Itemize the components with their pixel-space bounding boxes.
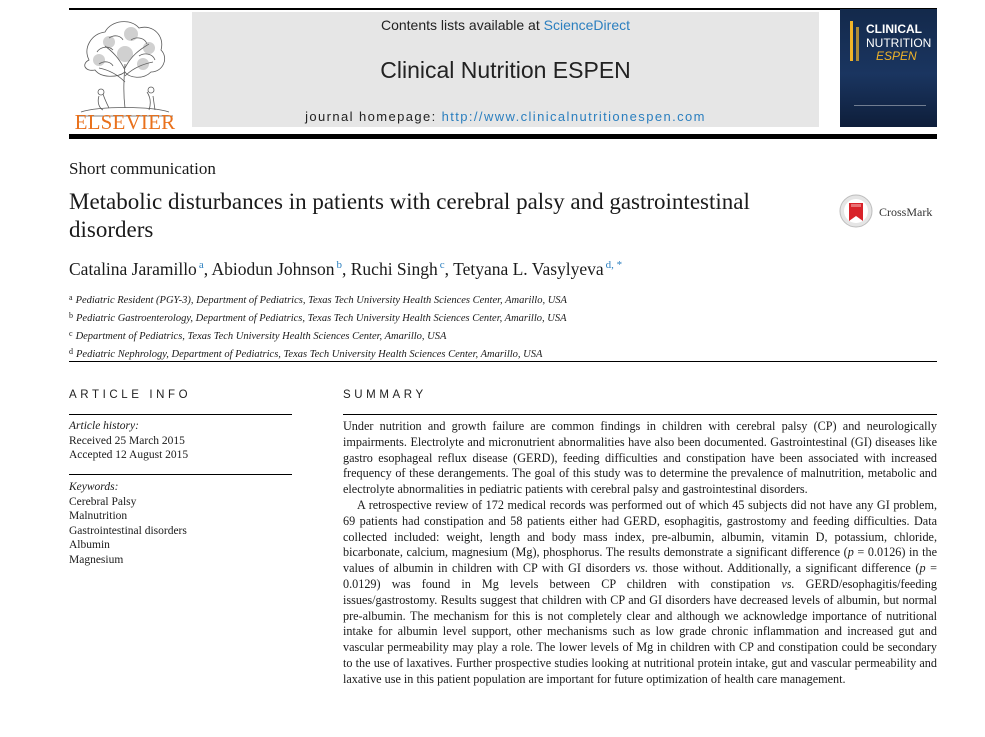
header-top-rule (69, 8, 937, 10)
summary-text: = 0.0129) was found in Mg levels between CP children with constipation (343, 561, 937, 591)
keywords-label: Keywords: (69, 481, 119, 493)
affiliation-item (69, 308, 567, 326)
received-date: Received 25 March 2015 (69, 434, 185, 447)
keyword-item[interactable]: Malnutrition (69, 510, 128, 522)
affiliation-text: Pediatric Nephrology, Department of Pediatrics, Texas Tech University Health Sciences Center, Amarillo, USA (76, 349, 543, 360)
article-info-rule (69, 474, 292, 475)
summary-paragraph-2 (343, 498, 937, 688)
cover-title-line1: CLINICAL (866, 22, 922, 36)
author-affil-marker[interactable]: d, * (605, 259, 623, 271)
affiliation-marker: a (69, 293, 73, 302)
affiliation-marker: b (69, 311, 73, 320)
cover-title-line2: NUTRITION (866, 36, 932, 50)
affiliation-item (69, 344, 567, 362)
section-divider (69, 361, 937, 362)
cover-title-line3: ESPEN (876, 49, 917, 63)
author-affil-marker[interactable]: c (439, 259, 445, 271)
homepage-link[interactable]: http://www.clinicalnutritionespen.com (441, 109, 706, 124)
article-info-heading: ARTICLE INFO (69, 389, 192, 401)
versus-abbrev: vs. (634, 561, 649, 576)
article-history (69, 419, 188, 463)
keyword-item[interactable]: Albumin (69, 539, 110, 551)
history-label: Article history: (69, 420, 139, 432)
affiliation-text: Pediatric Resident (PGY-3), Department of Pediatrics, Texas Tech University Health Sciences Center, Amarillo, USA (75, 295, 567, 306)
author-separator: , (203, 259, 212, 279)
affiliation-marker: c (69, 329, 73, 338)
summary-text: GERD/esophagitis/feeding issues/gastrostomy. Results suggest that children with CP and GI disorders have decreased levels of albumin, but normal pre-albumin. The mechanism for this is not completely clear and although we acknowledge importance of nutritional intake for albumin level support, other mechanisms such as low grade chronic inflammation and increased gut and vascular permeability may play a role. The lower levels of Mg in children with CP and constipation could be secondary to the use of laxatives. Further prospective studies looking at nutritional protein intake, gut and vascular permeability and laxative use in this patient population are important for future optimization of health care management. (343, 576, 937, 686)
summary-paragraph-1: Under nutrition and growth failure are common findings in children with cerebral palsy (CP) and neurologically impairments. Electrolyte and micronutrient abnormalities have also been documented. Gastrointestinal (GI) diseases like gastro esophageal reflux disease (GERD), feeding difficulties and constipation have been associated with increased frequency of these derangements. The goal of this study was to determine the prevalence of malnutrition, metabolic and electrolyte abnormalities in pediatric patients with cerebral palsy and gastrointestinal disorders. (343, 419, 937, 497)
affiliation-item (69, 326, 567, 344)
keyword-item[interactable]: Gastrointestinal disorders (69, 524, 187, 537)
keyword-item[interactable]: Magnesium (69, 553, 124, 566)
summary-text: = 0.0126) in the values of albumin in children with CP with GI disorders (343, 545, 937, 576)
summary-text: those without. Additionally, a significant difference ( (648, 561, 920, 576)
author-affil-marker[interactable]: a (198, 259, 204, 271)
elsevier-wordmark[interactable]: ELSEVIER (74, 110, 176, 134)
crossmark-label[interactable]: CrossMark (879, 205, 933, 219)
crossmark-icon[interactable] (838, 193, 878, 229)
journal-cover-thumbnail[interactable] (840, 9, 937, 127)
keyword-item[interactable]: Cerebral Palsy (69, 495, 137, 508)
summary-text: A retrospective review of 172 medical records was performed out of which 45 subjects did not have any GI problem, 69 patients had constipation and 58 patients either had GERD, esophagitis, gastrostomy and feeding difficulties. Data collected included: weight, length and body mass index, pre-albumin, albumin, vitamin D, potassium, chloride, bicarbonate, calcium, magnesium (Mg), phosphorus. The results demonstrate a significant difference ( (343, 497, 937, 560)
author-affil-marker[interactable]: b (336, 259, 342, 271)
cover-emblem-icon (848, 21, 864, 61)
affiliation-text: Department of Pediatrics, Texas Tech University Health Sciences Center, Amarillo, USA (75, 331, 447, 342)
author-list (69, 259, 622, 280)
p-value-symbol: p (847, 545, 854, 560)
summary-body (343, 419, 937, 688)
header-bottom-rule (69, 134, 937, 139)
affiliation-text: Pediatric Gastroenterology, Department of Pediatrics, Texas Tech University Health Sciences Center, Amarillo, USA (76, 313, 567, 324)
affiliation-list (69, 290, 567, 362)
homepage-prefix: journal homepage: (305, 109, 442, 124)
versus-abbrev: vs. (781, 576, 795, 591)
affiliation-item (69, 290, 567, 308)
journal-banner (192, 12, 819, 127)
article-title: Metabolic disturbances in patients with cerebral palsy and gastrointestinal disorders (69, 189, 750, 242)
keywords-block (69, 480, 187, 567)
author-name[interactable]: Abiodun Johnson (211, 259, 335, 279)
author-separator: , (444, 259, 454, 279)
homepage-line (192, 109, 819, 124)
contents-line (192, 17, 819, 33)
author-name[interactable]: Catalina Jaramillo (69, 259, 197, 279)
accepted-date: Accepted 12 August 2015 (69, 449, 189, 461)
p-value-symbol: p (919, 561, 926, 576)
sciencedirect-link[interactable]: ScienceDirect (543, 17, 630, 33)
contents-prefix: Contents lists available at (380, 17, 544, 33)
cover-divider (854, 105, 926, 115)
article-type: Short communication (69, 159, 216, 178)
journal-name: Clinical Nutrition ESPEN (380, 57, 631, 83)
affiliation-marker: d (69, 347, 73, 356)
summary-rule (343, 414, 937, 415)
article-info-rule (69, 414, 292, 415)
author-name[interactable]: Ruchi Singh (350, 259, 438, 279)
author-name[interactable]: Tetyana L. Vasylyeva (453, 259, 604, 279)
summary-heading: SUMMARY (343, 389, 427, 401)
author-separator: , (342, 259, 351, 279)
